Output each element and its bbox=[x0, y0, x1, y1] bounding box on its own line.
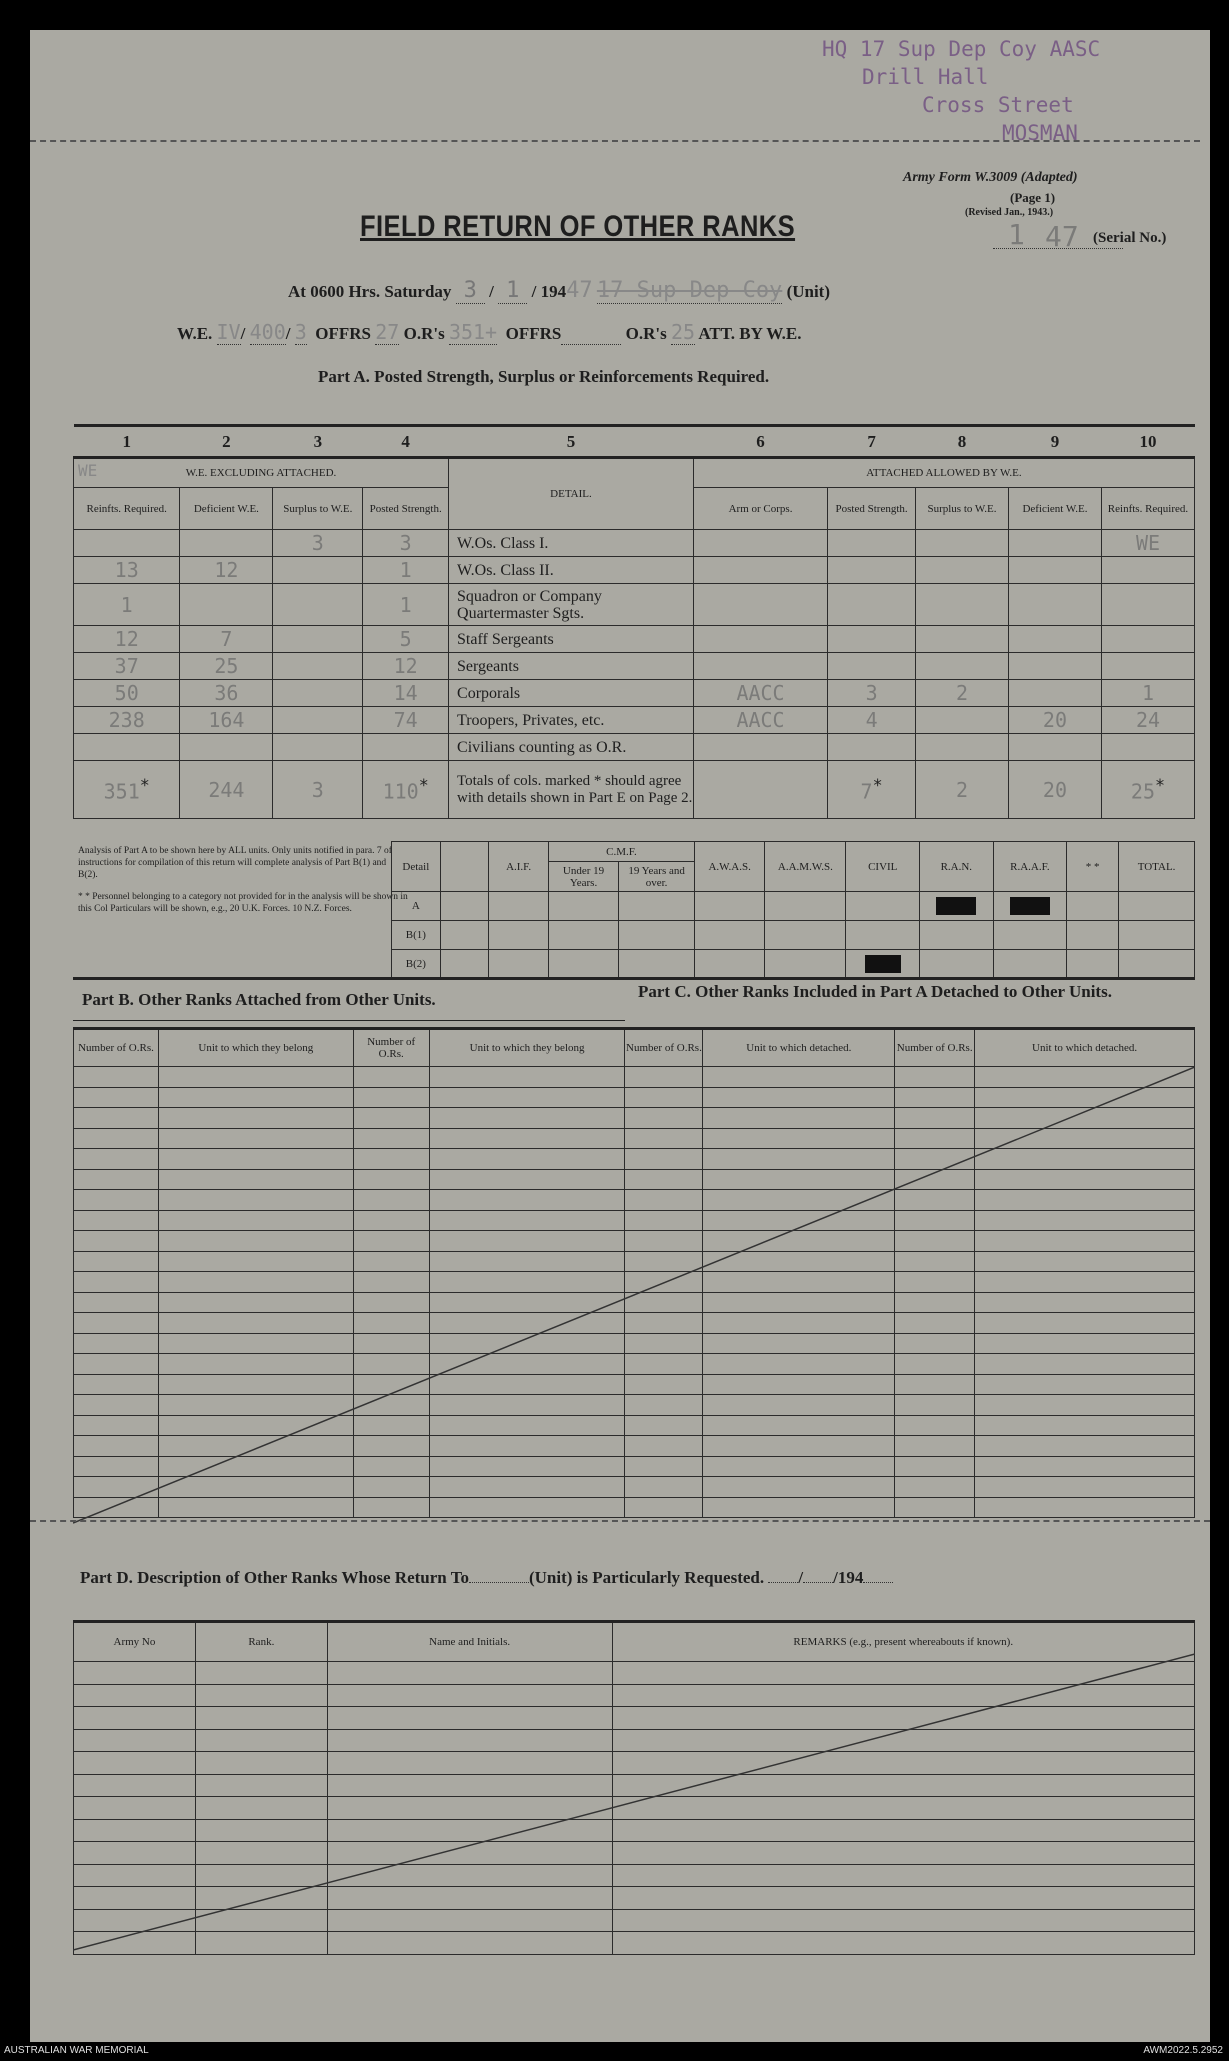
total-posted bbox=[363, 761, 449, 819]
civil-header: CIVIL bbox=[846, 842, 920, 892]
at-label: At 0600 Hrs. Saturday bbox=[288, 282, 452, 301]
att-label: ATT. BY W.E. bbox=[698, 324, 802, 343]
revised-label: (Revised Jan., 1943.) bbox=[965, 207, 1054, 218]
rank-header: Rank. bbox=[195, 1622, 327, 1662]
cell bbox=[619, 950, 695, 979]
cell bbox=[619, 892, 695, 921]
offrs-blank bbox=[561, 324, 621, 345]
cell: AACC bbox=[693, 707, 827, 734]
cell bbox=[1119, 950, 1195, 979]
cell: 74 bbox=[363, 707, 449, 734]
sub-header-surplus: Surplus to W.E. bbox=[273, 488, 363, 530]
army-form-label: Army Form W.3009 (Adapted) bbox=[903, 170, 1078, 185]
star-mark: * bbox=[872, 775, 883, 795]
total-value: 25 bbox=[1130, 779, 1156, 804]
cell bbox=[489, 950, 549, 979]
cell bbox=[1101, 734, 1194, 761]
aamws-header: A.A.M.W.S. bbox=[765, 842, 846, 892]
sub-header-deficient-att: Deficient W.E. bbox=[1008, 488, 1101, 530]
cell bbox=[440, 842, 489, 892]
col-num-5: 5 bbox=[449, 426, 694, 458]
name-header: Name and Initials. bbox=[327, 1622, 612, 1662]
cell bbox=[694, 950, 764, 979]
cell bbox=[916, 707, 1009, 734]
ors-label: O.R's bbox=[403, 324, 445, 343]
cell bbox=[828, 734, 916, 761]
part-bc-header bbox=[74, 1029, 1195, 1067]
fold-line bbox=[30, 140, 1200, 142]
awas-header: A.W.A.S. bbox=[694, 842, 764, 892]
ors-value: 351+ bbox=[448, 320, 498, 344]
table-row bbox=[74, 530, 1195, 557]
cell bbox=[828, 557, 916, 584]
form-title: FIELD RETURN OF OTHER RANKS bbox=[360, 210, 796, 243]
row-label: B(2) bbox=[392, 950, 441, 979]
cell: 12 bbox=[180, 557, 273, 584]
analysis-row bbox=[392, 892, 1195, 921]
we-value-1: IV bbox=[216, 320, 241, 344]
part-bc-strike bbox=[73, 1065, 1195, 1525]
c-unit-header-2: Unit to which detached. bbox=[975, 1029, 1195, 1067]
cell bbox=[273, 626, 363, 653]
cell bbox=[846, 921, 920, 950]
strike-line bbox=[73, 1067, 1195, 1523]
cell bbox=[846, 892, 920, 921]
cell bbox=[1101, 626, 1194, 653]
sub-header-posted: Posted Strength. bbox=[363, 488, 449, 530]
col-num-1: 1 bbox=[74, 426, 180, 458]
army-no-header: Army No bbox=[74, 1622, 196, 1662]
part-d-date-tail: /194 bbox=[833, 1568, 864, 1587]
star-mark: * bbox=[139, 775, 150, 795]
cell bbox=[440, 950, 489, 979]
cell: 1 bbox=[363, 584, 449, 626]
col-num-2: 2 bbox=[180, 426, 273, 458]
row-label: A bbox=[392, 892, 441, 921]
sub-header-deficient: Deficient W.E. bbox=[180, 488, 273, 530]
footer-right: AWM2022.5.2952 bbox=[1143, 2045, 1223, 2056]
cell: 5 bbox=[363, 626, 449, 653]
totals-detail: Totals of cols. marked * should agree with details shown in Part E on Page 2. bbox=[449, 761, 694, 819]
cell: AACC bbox=[693, 680, 827, 707]
cell bbox=[920, 921, 994, 950]
cell bbox=[828, 584, 916, 626]
detail-cell: Corporals bbox=[449, 680, 694, 707]
analysis-table bbox=[391, 841, 1195, 979]
perforation-line bbox=[30, 1520, 1210, 1522]
cell bbox=[1101, 557, 1194, 584]
cell bbox=[693, 653, 827, 680]
cell: 238 bbox=[74, 707, 180, 734]
cell bbox=[1101, 653, 1194, 680]
at-line: At 0600 Hrs. Saturday 3 / 1 / 19447 17 Sup Dep Coy (Unit) bbox=[288, 278, 831, 303]
cell bbox=[993, 921, 1067, 950]
unit-label: (Unit) bbox=[786, 282, 831, 301]
date-day: 3 bbox=[456, 278, 485, 304]
cell bbox=[1067, 950, 1119, 979]
over-19-header: 19 Years and over. bbox=[619, 862, 695, 892]
col-num-6: 6 bbox=[693, 426, 827, 458]
cell: 1 bbox=[74, 584, 180, 626]
col-num-3: 3 bbox=[273, 426, 363, 458]
cell bbox=[74, 530, 180, 557]
cell bbox=[693, 557, 827, 584]
table-row bbox=[74, 707, 1195, 734]
cell: 164 bbox=[180, 707, 273, 734]
stamp-line-2: Drill Hall bbox=[862, 65, 989, 89]
unit-stamp bbox=[822, 35, 1182, 147]
cell bbox=[273, 707, 363, 734]
c-num-header: Number of O.Rs. bbox=[625, 1029, 703, 1067]
cell bbox=[548, 950, 618, 979]
col-num-8: 8 bbox=[916, 426, 1009, 458]
ors-label-2: O.R's bbox=[625, 324, 667, 343]
we-line: W.E. IV/ 400/ 3 OFFRS 27 O.R's 351+ OFFRS O.R's 25 ATT. BY W.E. bbox=[177, 320, 802, 344]
redaction-block bbox=[865, 955, 901, 973]
we-mark-right: WE bbox=[1101, 530, 1194, 557]
ran-header: R.A.N. bbox=[920, 842, 994, 892]
cell: 12 bbox=[74, 626, 180, 653]
total-value: 110 bbox=[382, 779, 419, 804]
cell bbox=[180, 734, 273, 761]
sub-header-reinfts: Reinfts. Required. bbox=[74, 488, 180, 530]
table-row bbox=[74, 626, 1195, 653]
stamp-line-4: MOSMAN bbox=[1002, 121, 1078, 145]
cell: 14 bbox=[363, 680, 449, 707]
part-d-unit-blank bbox=[469, 1582, 529, 1583]
cell bbox=[993, 950, 1067, 979]
cell: 2 bbox=[916, 680, 1009, 707]
cell bbox=[489, 921, 549, 950]
c-num-header-2: Number of O.Rs. bbox=[895, 1029, 975, 1067]
cell bbox=[694, 921, 764, 950]
cell: 13 bbox=[74, 557, 180, 584]
table-row bbox=[74, 680, 1195, 707]
b-unit-header-2: Unit to which they belong bbox=[429, 1029, 625, 1067]
cell bbox=[1008, 557, 1101, 584]
part-d-date-blank bbox=[768, 1582, 798, 1583]
cell bbox=[846, 950, 920, 979]
cell bbox=[694, 892, 764, 921]
analysis-detail-header: Detail bbox=[392, 842, 441, 892]
stamp-line-3: Cross Street bbox=[922, 93, 1074, 117]
cell bbox=[1008, 626, 1101, 653]
cell bbox=[1008, 653, 1101, 680]
page-label: (Page 1) bbox=[1010, 190, 1056, 205]
redaction-block bbox=[936, 897, 976, 915]
total-surplus-att: 2 bbox=[916, 761, 1009, 819]
analysis-row bbox=[392, 921, 1195, 950]
cell bbox=[916, 626, 1009, 653]
cell bbox=[765, 921, 846, 950]
cell: 25 bbox=[180, 653, 273, 680]
table-row bbox=[74, 557, 1195, 584]
total-surplus: 3 bbox=[273, 761, 363, 819]
we-value-2: 400 bbox=[249, 320, 286, 344]
b-num-header-2: Number of O.Rs. bbox=[353, 1029, 429, 1067]
sub-header-reinfts-att: Reinfts. Required. bbox=[1101, 488, 1194, 530]
cell: 4 bbox=[828, 707, 916, 734]
analysis-notes bbox=[78, 845, 408, 915]
table-row bbox=[74, 584, 1195, 626]
cell bbox=[993, 892, 1067, 921]
detail-cell: Troopers, Privates, etc. bbox=[449, 707, 694, 734]
col-num-7: 7 bbox=[828, 426, 916, 458]
detail-cell: W.Os. Class II. bbox=[449, 557, 694, 584]
date-month: 1 bbox=[498, 278, 527, 304]
total-value: 351 bbox=[103, 779, 140, 804]
detail-cell: Staff Sergeants bbox=[449, 626, 694, 653]
part-bc-divider bbox=[73, 977, 1195, 980]
cell bbox=[1008, 680, 1101, 707]
cell bbox=[1067, 921, 1119, 950]
total-reinfts-att bbox=[1101, 761, 1194, 819]
cell bbox=[363, 734, 449, 761]
footer-left: AUSTRALIAN WAR MEMORIAL bbox=[4, 2045, 149, 2056]
totals-row bbox=[74, 761, 1195, 819]
we-excluding-header bbox=[74, 458, 449, 488]
strike-line bbox=[73, 1654, 1195, 1950]
we-label: W.E. bbox=[177, 324, 213, 343]
we-mark-left: WE bbox=[78, 461, 98, 480]
cell bbox=[916, 557, 1009, 584]
total-header: TOTAL. bbox=[1119, 842, 1195, 892]
col-num-9: 9 bbox=[1008, 426, 1101, 458]
cell bbox=[828, 626, 916, 653]
cell bbox=[548, 921, 618, 950]
cell bbox=[273, 653, 363, 680]
part-a-title: Part A. Posted Strength, Surplus or Reinforcements Required. bbox=[318, 367, 770, 386]
table-row bbox=[74, 653, 1195, 680]
part-a-table bbox=[73, 424, 1195, 819]
unit-handwritten: 17 Sup Dep Coy bbox=[596, 278, 783, 303]
ors-value-2: 25 bbox=[670, 320, 696, 344]
offrs-label-2: OFFRS bbox=[505, 324, 562, 343]
cell bbox=[693, 761, 827, 819]
cell bbox=[693, 734, 827, 761]
part-d-title-line: Part D. Description of Other Ranks Whose Return To (Unit) is Particularly Requested. / /194 bbox=[80, 1568, 893, 1588]
cell: 12 bbox=[363, 653, 449, 680]
cell bbox=[180, 530, 273, 557]
col-num-10: 10 bbox=[1101, 426, 1194, 458]
cell: 20 bbox=[1008, 707, 1101, 734]
cell bbox=[273, 734, 363, 761]
c-unit-header: Unit to which detached. bbox=[703, 1029, 895, 1067]
cell bbox=[920, 950, 994, 979]
cell bbox=[916, 584, 1009, 626]
redaction-block bbox=[1010, 897, 1050, 915]
cell bbox=[916, 530, 1009, 557]
offrs-label: OFFRS bbox=[315, 324, 371, 343]
sub-header-surplus-att: Surplus to W.E. bbox=[916, 488, 1009, 530]
we-value-3: 3 bbox=[294, 320, 307, 344]
cell bbox=[1119, 892, 1195, 921]
cell: 3 bbox=[828, 680, 916, 707]
part-d-strike bbox=[73, 1652, 1195, 1952]
cell bbox=[273, 557, 363, 584]
cell bbox=[1101, 584, 1194, 626]
part-d-year-blank bbox=[863, 1582, 893, 1583]
cell bbox=[916, 734, 1009, 761]
cell bbox=[273, 584, 363, 626]
cell bbox=[1008, 584, 1101, 626]
total-deficient: 244 bbox=[180, 761, 273, 819]
star-mark: * bbox=[1155, 775, 1166, 795]
cell: 3 bbox=[273, 530, 363, 557]
col-number-row bbox=[74, 426, 1195, 458]
col-num-4: 4 bbox=[363, 426, 449, 458]
year-suffix: 47 bbox=[566, 278, 593, 303]
cell: 7 bbox=[180, 626, 273, 653]
part-b-title: Part B. Other Ranks Attached from Other Units. bbox=[82, 990, 436, 1009]
cell bbox=[273, 680, 363, 707]
stamp-line-1: HQ 17 Sup Dep Coy AASC bbox=[822, 37, 1101, 61]
detail-cell: Squadron or Company Quartermaster Sgts. bbox=[449, 584, 694, 626]
cell: 1 bbox=[363, 557, 449, 584]
raaf-header: R.A.A.F. bbox=[993, 842, 1067, 892]
cell bbox=[548, 892, 618, 921]
we-excluding-label: W.E. EXCLUDING ATTACHED. bbox=[185, 467, 337, 479]
b-unit-header: Unit to which they belong bbox=[158, 1029, 353, 1067]
part-d-unit-label: (Unit) is Particularly Requested. bbox=[528, 1568, 765, 1587]
remarks-header: REMARKS (e.g., present whereabouts if known). bbox=[612, 1622, 1194, 1662]
cell: 37 bbox=[74, 653, 180, 680]
cell bbox=[74, 734, 180, 761]
table-row bbox=[74, 734, 1195, 761]
analysis-row bbox=[392, 950, 1195, 979]
group-header-row bbox=[74, 458, 1195, 488]
b-num-header: Number of O.Rs. bbox=[74, 1029, 159, 1067]
cell bbox=[693, 530, 827, 557]
part-b-title-rule bbox=[73, 1020, 625, 1021]
total-posted-att bbox=[828, 761, 916, 819]
serial-value-a: 1 bbox=[1008, 218, 1025, 251]
detail-cell: Sergeants bbox=[449, 653, 694, 680]
cell: 1 bbox=[1101, 680, 1194, 707]
cell bbox=[440, 921, 489, 950]
cell bbox=[693, 584, 827, 626]
cell bbox=[765, 892, 846, 921]
analysis-note-1: Analysis of Part A to be shown here by ALL units. Only units notified in para. 7 of instructions for compilation of this return will complete analysis of Part B(1) and B(2). bbox=[78, 846, 392, 880]
cell bbox=[920, 892, 994, 921]
total-reinfts bbox=[74, 761, 180, 819]
cmf-header: C.M.F. bbox=[548, 842, 694, 862]
aif-header: A.I.F. bbox=[489, 842, 549, 892]
cell bbox=[828, 653, 916, 680]
part-d-title: Part D. Description of Other Ranks Whose Return To bbox=[80, 1568, 469, 1587]
serial-value-b: 47 bbox=[1045, 220, 1079, 253]
cell bbox=[916, 653, 1009, 680]
cell bbox=[619, 921, 695, 950]
cell: 3 bbox=[363, 530, 449, 557]
cell bbox=[1119, 921, 1195, 950]
detail-cell: Civilians counting as O.R. bbox=[449, 734, 694, 761]
part-c-title: Part C. Other Ranks Included in Part A Detached to Other Units. bbox=[638, 982, 1112, 1001]
under-19-header: Under 19 Years. bbox=[548, 862, 618, 892]
total-value: 7 bbox=[860, 779, 873, 804]
cell: 50 bbox=[74, 680, 180, 707]
cell: 36 bbox=[180, 680, 273, 707]
cell: 24 bbox=[1101, 707, 1194, 734]
star-mark: * bbox=[418, 775, 429, 795]
sub-header-arm: Arm or Corps. bbox=[693, 488, 827, 530]
attached-header: ATTACHED ALLOWED BY W.E. bbox=[693, 458, 1194, 488]
serial-label: (Serial No.) bbox=[1093, 230, 1167, 246]
cell bbox=[1067, 892, 1119, 921]
cell bbox=[828, 530, 916, 557]
row-label: B(1) bbox=[392, 921, 441, 950]
form-paper bbox=[30, 30, 1210, 2042]
sub-header-posted-att: Posted Strength. bbox=[828, 488, 916, 530]
cell bbox=[1008, 734, 1101, 761]
cell bbox=[440, 892, 489, 921]
total-deficient-att: 20 bbox=[1008, 761, 1101, 819]
footer-bar bbox=[0, 2042, 1229, 2061]
other-header: * * bbox=[1067, 842, 1119, 892]
analysis-note-2: * * Personnel belonging to a category not provided for in the analysis will be shown in this Col Particulars will be shown, e.g., 20 U.K. Forces. 10 N.Z. Forces. bbox=[78, 892, 408, 914]
cell bbox=[1008, 530, 1101, 557]
cell bbox=[765, 950, 846, 979]
year-prefix: 194 bbox=[540, 282, 567, 301]
offrs-value: 27 bbox=[375, 320, 400, 344]
detail-cell: W.Os. Class I. bbox=[449, 530, 694, 557]
cell bbox=[489, 892, 549, 921]
detail-header: DETAIL. bbox=[449, 458, 694, 530]
part-d-date-blank bbox=[803, 1582, 833, 1583]
cell bbox=[693, 626, 827, 653]
cell bbox=[180, 584, 273, 626]
